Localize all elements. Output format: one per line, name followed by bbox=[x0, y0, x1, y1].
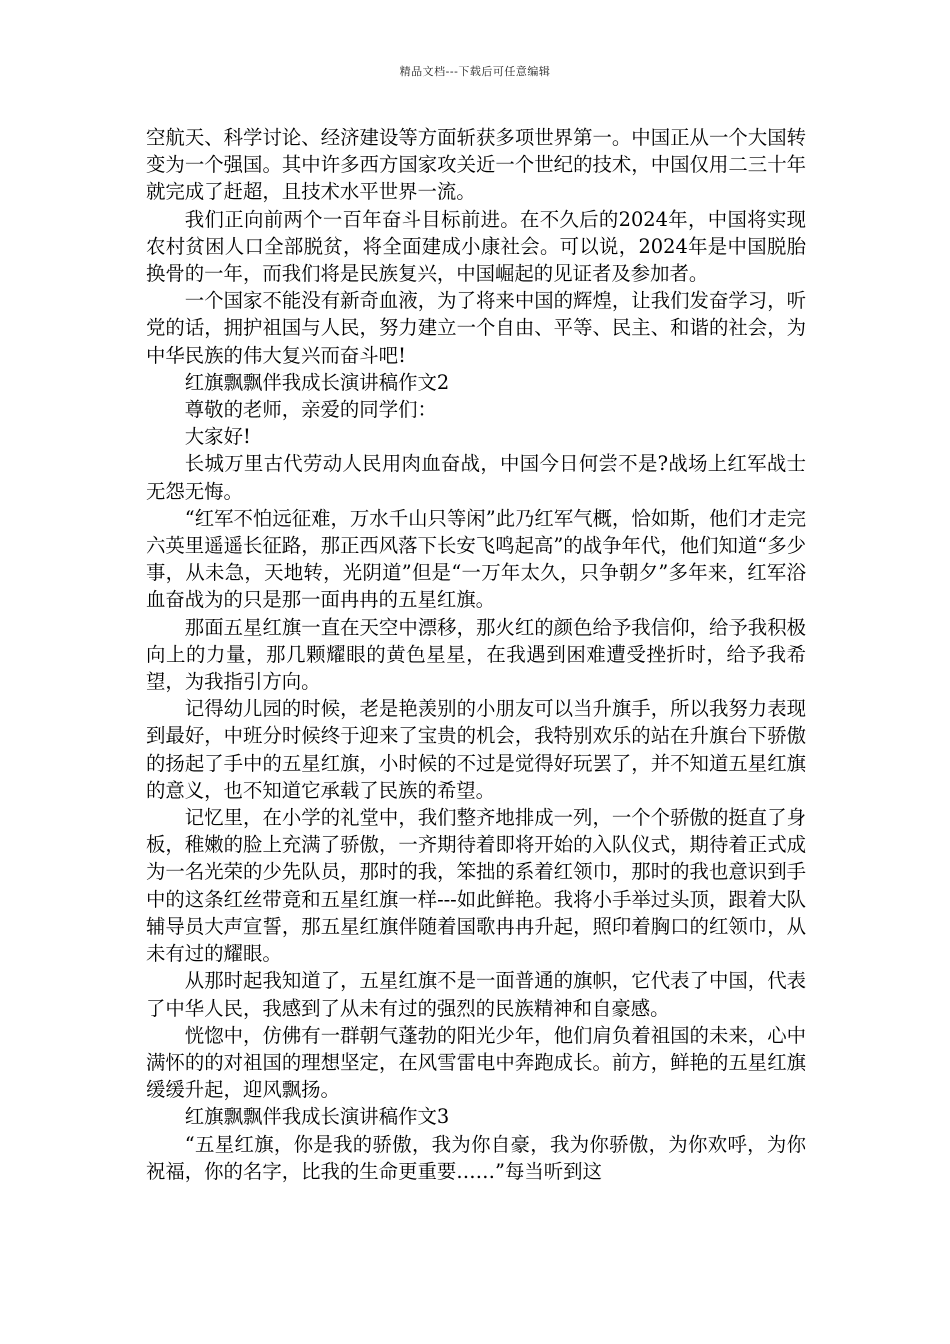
section-title: 红旗飘飘伴我成长演讲稿作文2 bbox=[184, 370, 450, 394]
paragraph: 记得幼儿园的时候，老是艳羡别的小朋友可以当升旗手，所以我努力表现到最好，中班分时候终于迎来了宝贵的机会，我特别欢乐的站在升旗台下骄傲的扬起了手中的五星红旗，小时候的不过是觉得好玩罢了，并不知道五星红旗的意义，也不知道它承载了民族的希望。 bbox=[146, 697, 806, 802]
paragraph: 从那时起我知道了，五星红旗不是一面普通的旗帜，它代表了中国，代表了中华人民，我感到了从未有过的强烈的民族精神和自豪感。 bbox=[146, 969, 806, 1020]
paragraph: 一个国家不能没有新奇血液，为了将来中国的辉煌，让我们发奋学习，听党的话，拥护祖国与人民，努力建立一个自由、平等、民主、和谐的社会，为中华民族的伟大复兴而奋斗吧! bbox=[146, 289, 806, 367]
paragraph: 长城万里古代劳动人民用肉血奋战，中国今日何尝不是?战场上红军战士无怨无悔。 bbox=[146, 452, 806, 503]
paragraph: 那面五星红旗一直在天空中漂移，那火红的颜色给予我信仰，给予我积极向上的力量，那几颗耀眼的黄色星星，在我遇到困难遭受挫折时，给予我希望，为我指引方向。 bbox=[146, 615, 806, 694]
paragraph: “红军不怕远征难，万水千山只等闲”此乃红军气概，恰如斯，他们才走完六英里遥遥长征路，那正西风落下长安飞鸣起高”的战争年代，他们知道“多少事，从未急，天地转，光阴道”但是“一万年太久，只争朝夕”多年来，红军浴血奋战为的只是那一面冉冉的五星红旗。 bbox=[146, 506, 806, 612]
paragraph: 空航天、科学讨论、经济建设等方面斩获多项世界第一。中国正从一个大国转变为一个强国。其中许多西方国家攻关近一个世纪的技术，中国仅用二三十年就完成了赶超，且技术水平世界一流。 bbox=[146, 126, 806, 204]
page-header: 精品文档---下载后可任意编辑 bbox=[399, 65, 551, 78]
salutation: 尊敬的老师，亲爱的同学们： bbox=[184, 398, 437, 422]
section-title: 红旗飘飘伴我成长演讲稿作文3 bbox=[184, 1105, 450, 1129]
paragraph: 我们正向前两个一百年奋斗目标前进。在不久后的2024年，中国将实现农村贫困人口全部脱贫，将全面建成小康社会。可以说，2024年是中国脱胎换骨的一年，而我们将是民族复兴，中国崛起的见证者及参加者。 bbox=[146, 207, 806, 286]
paragraph: “五星红旗，你是我的骄傲，我为你自豪，我为你骄傲，为你欢呼，为你祝福，你的名字，比我的生命更重要……”每当听到这 bbox=[146, 1132, 806, 1183]
paragraph: 记忆里，在小学的礼堂中，我们整齐地排成一列，一个个骄傲的挺直了身板，稚嫩的脸上充满了骄傲，一齐期待着即将开始的入队仪式，期待着正式成为一名光荣的少先队员，那时的我，笨拙的系着红领巾，那时的我也意识到手中的这条红丝带竟和五星红旗一样---如此鲜艳。我将小手举过头顶，跟着大队辅导员大声宣誓，那五星红旗伴随着国歌冉冉升起，照印着胸口的红领巾，从未有过的耀眼。 bbox=[146, 806, 806, 966]
greeting: 大家好! bbox=[184, 425, 251, 449]
document-body bbox=[146, 124, 806, 1185]
paragraph: 恍惚中，仿佛有一群朝气蓬勃的阳光少年，他们肩负着祖国的未来，心中满怀的的对祖国的理想坚定，在风雪雷电中奔跑成长。前方，鲜艳的五星红旗缓缓升起，迎风飘扬。 bbox=[146, 1023, 806, 1102]
